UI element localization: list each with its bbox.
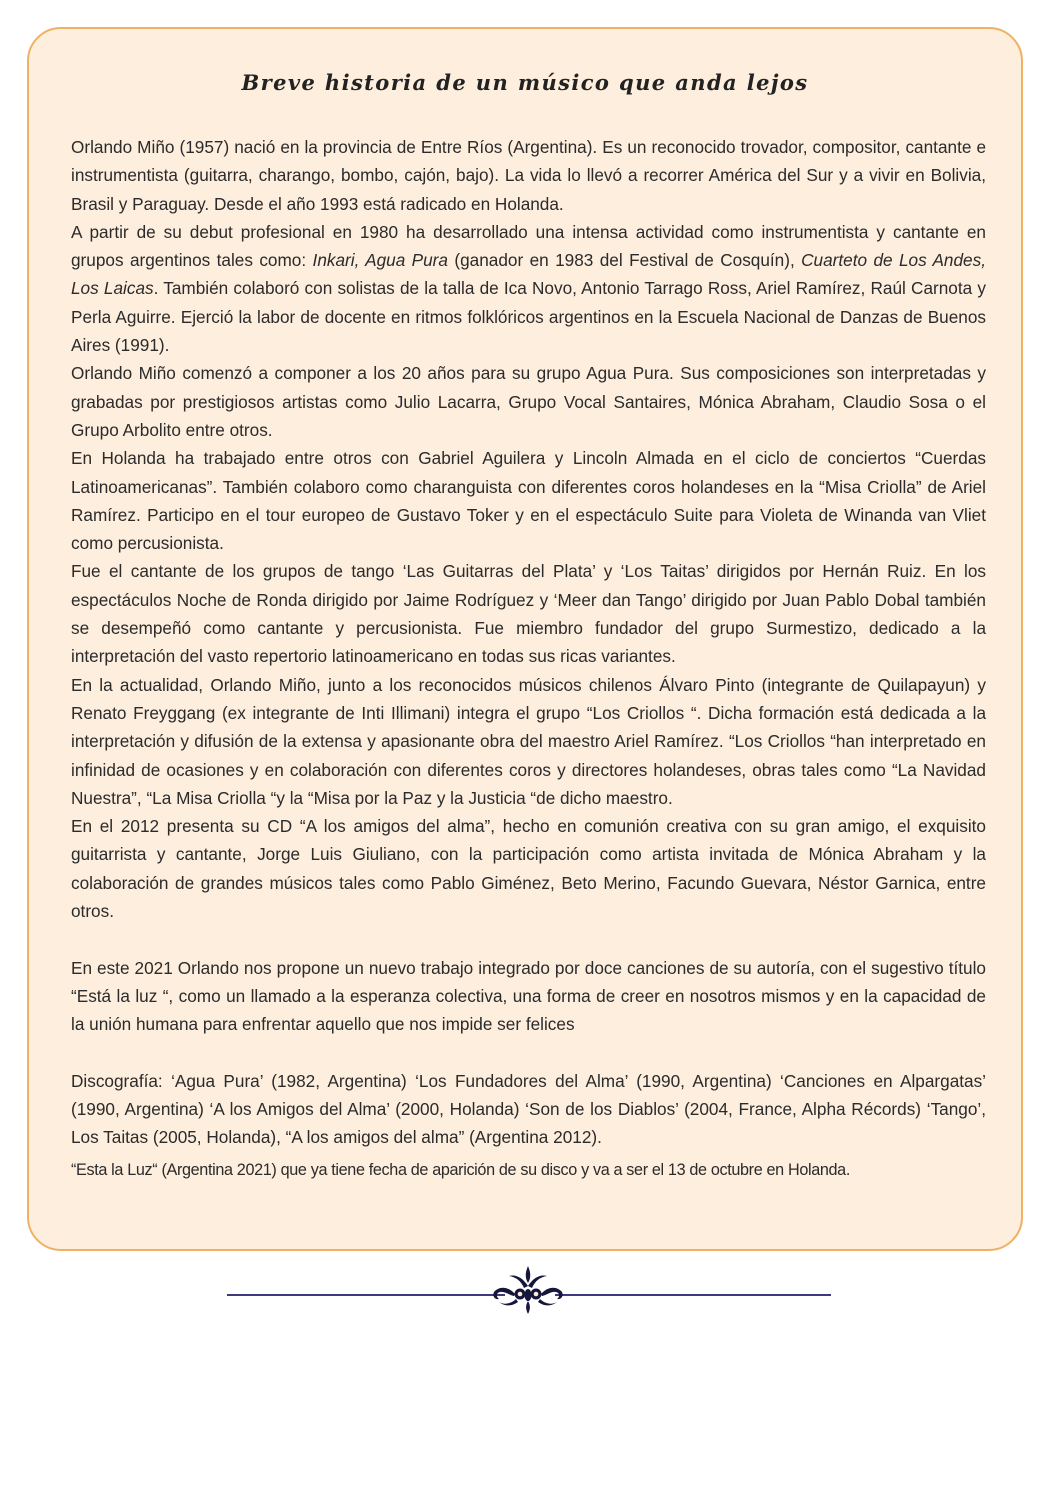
group-names-italic: Cuarteto de Los Andes, Los Laicas [71,250,986,299]
paragraph-spacer [71,925,986,953]
paragraph-tango: Fue el cantante de los grupos de tango ‘Las Guitarras del Plata’ y ‘Los Taitas’ dirigidos por Hernán Ruiz. En los espectáculos Noche de Ronda dirigido por Jaime Rodríguez y ‘Meer dan Tango’ dirigido por Juan Pablo Dobal también se desempeñó como cantante y percusionista. Fue miembro fundador del grupo Surmestizo, dedicado a la interpretación del vasto repertorio latinoamericano en todas sus ricas variantes. [71,561,986,667]
paragraph-career: A partir de su debut profesional en 1980 ha desarrollado una intensa actividad como instrumentista y cantante en grupos argentinos tales como: Inkari, Agua Pura (ganador en 1983 del Festival de Cosquín), Cuarteto de Los Andes, Los Laicas. También colaboró con solistas de la talla de Ica Novo, Antonio Tarrago Ross, Ariel Ramírez, Raúl Carnota y Perla Aguirre. Ejerció la labor de docente en ritmos folklóricos argentinos en la Escuela Nacional de Danzas de Buenos Aires (1991). [71,221,986,356]
paragraph-spacer [71,1039,986,1067]
paragraph-new-album-2021: En este 2021 Orlando nos propone un nuevo trabajo integrado por doce canciones de su autoría, con el sugestivo título “Está la luz “, como un llamado a la esperanza colectiva, una forma de creer en nosotros mismos y en la capacidad de la unión humana para enfrentar aquello que nos impide ser felices [71,957,986,1035]
paragraph-discography: Discografía: ‘Agua Pura’ (1982, Argentina) ‘Los Fundadores del Alma’ (1990, Argentina) ‘Canciones en Alpargatas’ (1990, Argentina) ‘A los Amigos del Alma’ (2000, Holanda) ‘Son de los Diablos’ (2004, France, Alpha Récords) ‘Tango’, Los Taitas (2005, Holanda), “A los amigos del alma” (Argentina 2012). [71,1070,986,1148]
paragraph-cd-2012: En el 2012 presenta su CD “A los amigos del alma”, hecho en comunión creativa con su gran amigo, el exquisito guitarrista y cantante, Jorge Luis Giuliano, con la participación como artista invitada de Mónica Abraham y la colaboración de grandes músicos tales como Pablo Giménez, Beto Merino, Facundo Guevara, Néstor Garnica, entre otros. [71,816,986,922]
paragraph-composer: Orlando Miño comenzó a componer a los 20 años para su grupo Agua Pura. Sus composiciones son interpretadas y grabadas por prestigiosos artistas como Julio Lacarra, Grupo Vocal Santaires, Mónica Abraham, Claudio Sosa o el Grupo Arbolito entre otros. [71,363,986,440]
paragraph-origins: Orlando Miño (1957) nació en la provincia de Entre Ríos (Argentina). Es un reconocido trovador, compositor, cantante e instrumentista (guitarra, charango, bombo, cajón, bajo). La vida lo llevó a recorrer América del Sur y a vivir en Bolivia, Brasil y Paraguay. Desde el año 1993 está radicado en Holanda. [71,137,986,214]
paragraph-holland: En Holanda ha trabajado entre otros con Gabriel Aguilera y Lincoln Almada en el ciclo de conciertos “Cuerdas Latinoamericanas”. También colaboro como charanguista con diferentes coros holandeses en la “Misa Criolla” de Ariel Ramírez. Participo en el tour europeo de Gustavo Toker y en el espectáculo Suite para Violeta de Winanda van Vliet como percusionista. [71,448,986,554]
paragraph-release-note: “Esta la Luz“ (Argentina 2021) que ya tiene fecha de aparición de su disco y va a ser el 13 de octubre en Holanda. [71,1160,850,1179]
paragraph-los-criollos: En la actualidad, Orlando Miño, junto a los reconocidos músicos chilenos Álvaro Pinto (integrante de Quilapayun) y Renato Freyggang (ex integrante de Inti Illimani) integra el grupo “Los Criollos “. Dicha formación está dedicada a la interpretación y difusión de la extensa y apasionante obra del maestro Ariel Ramírez. “Los Criollos “han interpretado en infinidad de ocasiones y en colaboración con diferentes coros y directores holandeses, obras tales como “La Navidad Nuestra”, “La Misa Criolla “y la “Misa por la Paz y la Justicia “de dicho maestro. [71,674,986,808]
divider-line-right [555,1294,831,1296]
group-names-italic: Inkari, Agua Pura [312,250,448,271]
page-title: Breve historia de un músico que anda lejos [241,70,809,95]
fleuron-ornament-icon [490,1264,566,1316]
biography-text [71,133,986,1184]
divider-line-left [227,1294,505,1296]
